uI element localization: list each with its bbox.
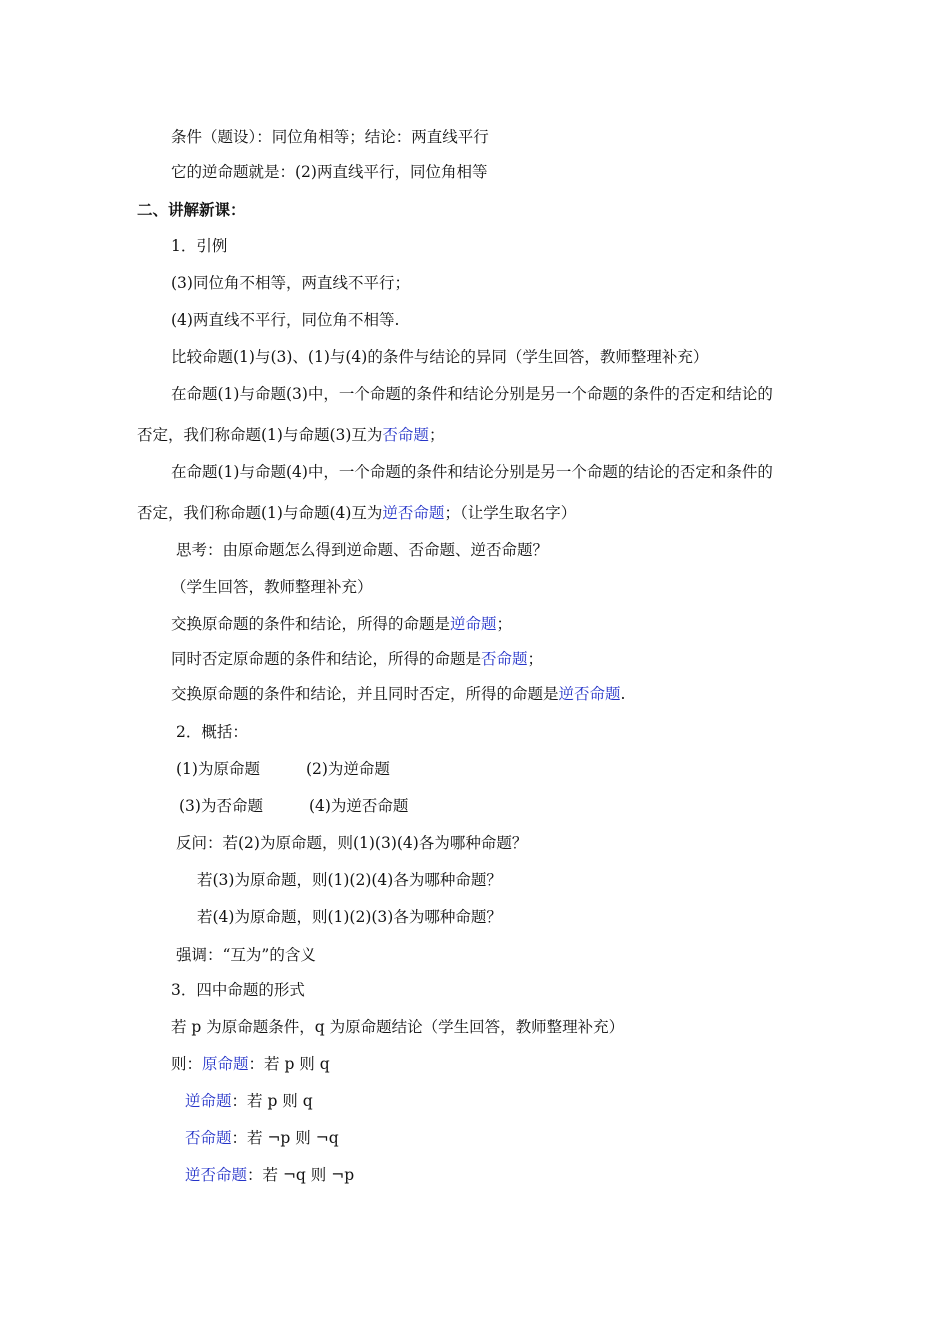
summary-item: (4)为逆否命题: [308, 797, 409, 815]
text: 交换原命题的条件和结论，所得的命题是: [171, 615, 451, 633]
summary-item: (3)为否命题: [179, 797, 263, 815]
subsection-summary: 2．概括：: [176, 723, 248, 741]
paragraph-2-line-a: 在命题(1)与命题(4)中，一个命题的条件和结论分别是另一个命题的结论的否定和条件的: [171, 463, 773, 481]
form-inverse: [185, 1128, 339, 1148]
term-contrapositive: 逆否命题: [382, 504, 445, 522]
text: ：若 ¬p 则 ¬q: [231, 1129, 339, 1147]
summary-item: (2)为逆命题: [305, 760, 390, 778]
text: ；: [428, 426, 445, 444]
form-converse: [185, 1091, 313, 1111]
text: ；（让学生取名字）: [444, 504, 577, 522]
text: .: [620, 685, 626, 703]
paragraph-2-line-b: [137, 503, 576, 523]
text: 交换原命题的条件和结论，并且同时否定，所得的命题是: [171, 685, 559, 703]
line-condition-conclusion: 条件（题设）：同位角相等；结论：两直线平行: [171, 128, 489, 146]
line-proposition-3: (3)同位角不相等，两直线不平行；: [171, 274, 410, 292]
summary-row-1: [176, 759, 390, 779]
text: ；: [527, 650, 544, 668]
section-heading-new-lesson: 二、讲解新课：: [137, 201, 246, 219]
line-student-answer: （学生回答，教师整理补充）: [171, 578, 373, 596]
paragraph-1-line-a: 在命题(1)与命题(3)中，一个命题的条件和结论分别是另一个命题的条件的否定和结论的: [171, 385, 773, 403]
term-converse: 逆命题: [185, 1092, 232, 1110]
line-compare: 比较命题(1)与(3)、(1)与(4)的条件与结论的异同（学生回答，教师整理补充）: [171, 348, 709, 366]
paragraph-1-line-b: [137, 425, 444, 445]
question-1: 反问：若(2)为原命题，则(1)(3)(4)各为哪种命题？: [176, 834, 528, 852]
subsection-intro-example: 1．引例: [171, 237, 228, 255]
text: ：若 p 则 q: [231, 1092, 313, 1110]
term-contrapositive: 逆否命题: [185, 1166, 248, 1184]
question-3: 若(4)为原命题，则(1)(2)(3)各为哪种命题？: [197, 908, 502, 926]
text: ：若 ¬q 则 ¬p: [247, 1166, 355, 1184]
line-proposition-4: (4)两直线不平行，同位角不相等.: [171, 311, 400, 329]
term-converse: 逆命题: [450, 615, 497, 633]
summary-item: (1)为原命题: [176, 760, 260, 778]
form-original: [171, 1054, 330, 1074]
line-p-q-definition: 若 p 为原命题条件，q 为原命题结论（学生回答，教师整理补充）: [171, 1018, 625, 1036]
line-negate-rule: [171, 649, 543, 669]
term-original: 原命题: [202, 1055, 249, 1073]
term-contrapositive: 逆否命题: [558, 685, 621, 703]
line-swap-rule: [171, 614, 512, 634]
line-think: 思考：由原命题怎么得到逆命题、否命题、逆否命题？: [176, 541, 549, 559]
line-converse-statement: 它的逆命题就是：(2)两直线平行，同位角相等: [171, 163, 488, 181]
text: 否定，我们称命题(1)与命题(3)互为: [137, 426, 383, 444]
text: ：若 p 则 q: [248, 1055, 330, 1073]
text: 同时否定原命题的条件和结论，所得的命题是: [171, 650, 482, 668]
form-contrapositive: [185, 1165, 354, 1185]
subsection-four-forms: 3．四中命题的形式: [171, 981, 305, 999]
text: ；: [496, 615, 513, 633]
term-inverse: 否命题: [382, 426, 429, 444]
term-inverse: 否命题: [481, 650, 528, 668]
question-2: 若(3)为原命题，则(1)(2)(4)各为哪种命题？: [197, 871, 502, 889]
term-inverse: 否命题: [185, 1129, 232, 1147]
text: 则：: [171, 1055, 203, 1073]
text: 否定，我们称命题(1)与命题(4)互为: [137, 504, 383, 522]
line-swap-negate-rule: [171, 684, 625, 704]
line-emphasis: 强调：“互为”的含义: [176, 946, 316, 964]
summary-row-2: [179, 796, 408, 816]
